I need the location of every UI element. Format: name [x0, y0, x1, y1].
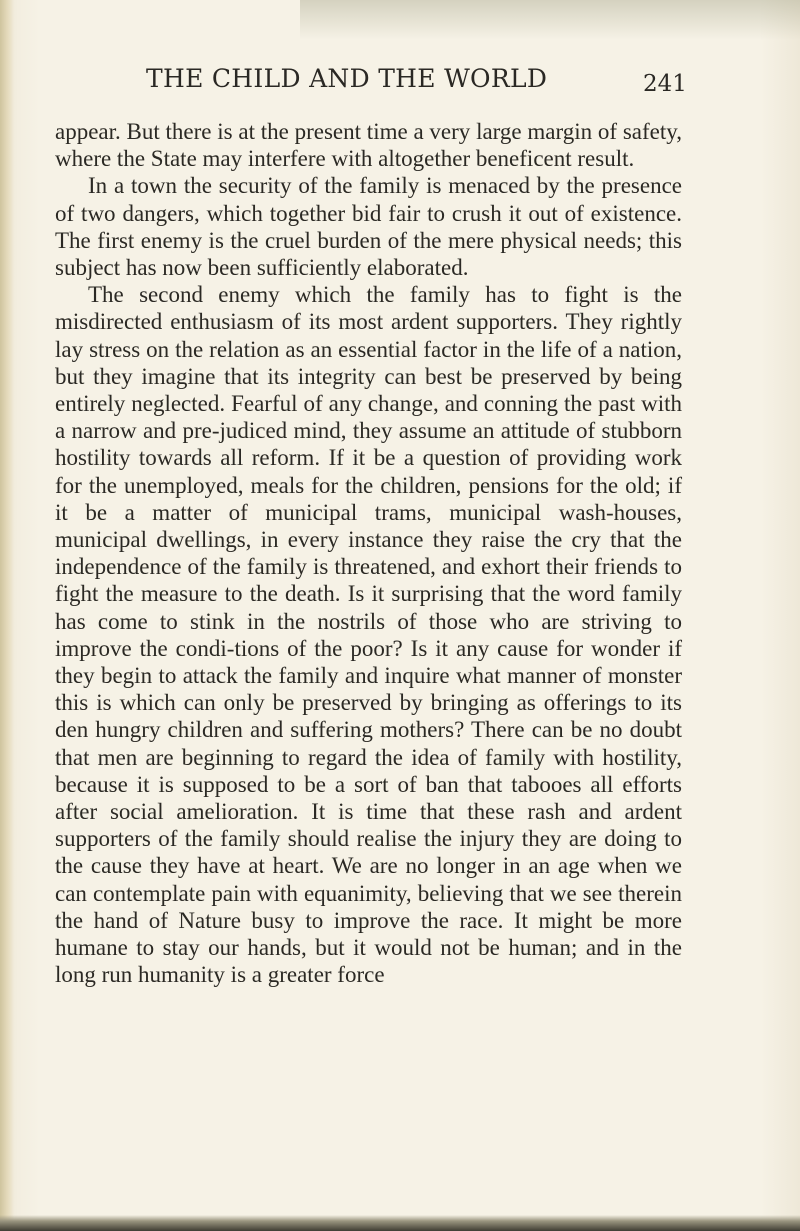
running-head: THE CHILD AND THE WORLD — [146, 64, 548, 93]
page-shadow — [300, 0, 800, 40]
paragraph-2: In a town the security of the family is menaced by the presence of two dangers, which together bid fair to crush it out of existence. The first enemy is the cruel burden of the mere physical needs; this subject has now been sufficiently elaborated. — [55, 173, 682, 281]
page-header — [140, 64, 700, 104]
body-text — [55, 118, 682, 989]
paragraph-1: appear. But there is at the present time a very large margin of safety, where the State may interfere with altogether beneficent result. — [55, 119, 682, 172]
page-bottom-edge — [0, 1215, 800, 1231]
page-number: 241 — [643, 71, 687, 97]
page-gutter — [0, 0, 14, 1231]
paragraph-3: The second enemy which the family has to fight is the misdirected enthusiasm of its most ardent supporters. They rightly lay stress on the relation as an essential factor in the life of a nation, but they imagine that its integrity can best be preserved by being entirely neglected. Fearful of any change, and conning the past with a narrow and pre-judiced mind, they assume an attitude of stubborn hostility towards all reform. If it be a question of providing work for the unemployed, meals for the children, pensions for the old; if it be a matter of municipal trams, municipal wash-houses, municipal dwellings, in every instance they raise the cry that the independence of the family is threatened, and exhort their friends to fight the measure to the death. Is it surprising that the word family has come to stink in the nostrils of those who are striving to improve the condi-tions of the poor? Is it any cause for wonder if they begin to attack the family and inquire what manner of monster this is which can only be preserved by bringing as offerings to its den hungry children and suffering mothers? There can be no doubt that men are beginning to regard the idea of family with hostility, because it is supposed to be a sort of ban that tabooes all efforts after social amelioration. It is time that these rash and ardent supporters of the family should realise the injury they are doing to the cause they have at heart. We are no longer in an age when we can contemplate pain with equanimity, believing that we see therein the hand of Nature busy to improve the race. It might be more humane to stay our hands, but it would not be human; and in the long run humanity is a greater force — [55, 282, 682, 988]
